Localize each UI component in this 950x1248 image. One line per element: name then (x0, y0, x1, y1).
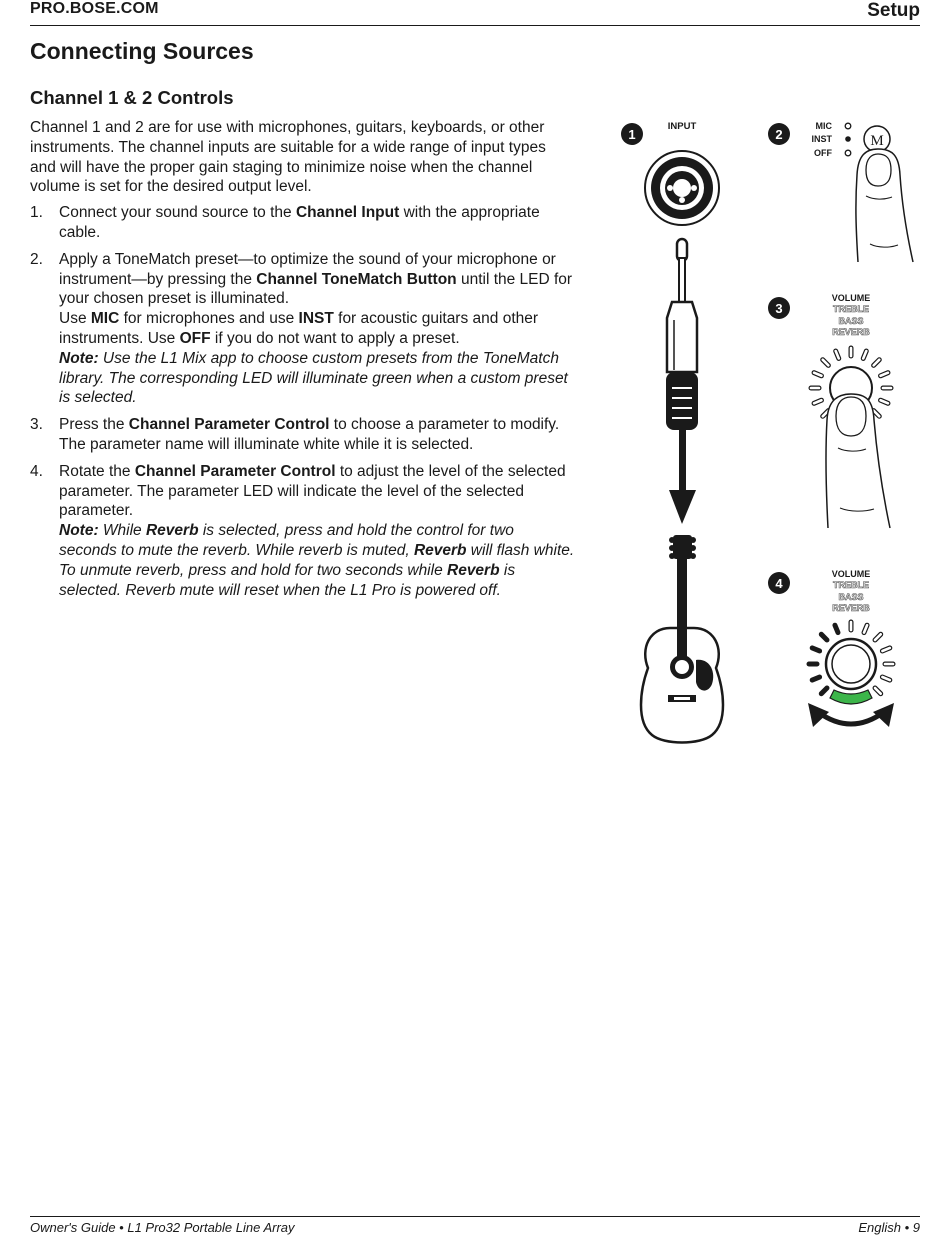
tonematch-button-glyph: M (870, 133, 884, 149)
param-reverb-4: REVERB (832, 603, 870, 613)
section-title: Setup (867, 0, 920, 21)
step-1: 1. Connect your sound source to the Channel Input with the appropriate cable. (30, 204, 540, 241)
note-step-2: Note: Use the L1 Mix app to choose custom presets from the ToneMatch library. The corresponding LED will illuminate green when a custom preset is selected. (59, 349, 568, 407)
input-label: INPUT (667, 121, 697, 132)
svg-text:4: 4 (775, 576, 783, 591)
callout-1 (621, 123, 643, 145)
down-arrow-icon (669, 430, 696, 524)
preset-label-mic: MIC (815, 121, 832, 131)
param-treble-3: TREBLE (833, 304, 869, 314)
finger-press-icon (856, 149, 913, 262)
led-segment (812, 648, 819, 651)
callout-4 (768, 572, 790, 594)
param-bass-3: BASS (838, 316, 864, 326)
param-volume-3: VOLUME (831, 293, 871, 303)
preset-label-inst: INST (811, 134, 832, 144)
param-volume-4: VOLUME (831, 569, 871, 579)
param-bass-4: BASS (838, 592, 864, 602)
led-segment (812, 677, 819, 680)
led-indicator-green (830, 690, 872, 704)
svg-text:1: 1 (628, 127, 636, 142)
led-segment (821, 688, 827, 694)
led-inst (845, 136, 851, 142)
param-treble-4: TREBLE (833, 580, 869, 590)
step-3: 3. Press the Channel Parameter Control to choose a parameter to modify. The parameter name will illuminate white while it is selected. (30, 416, 560, 453)
led-off (845, 150, 851, 156)
footer-guide-title: Owner's Guide • L1 Pro32 Portable Line Array (30, 1220, 295, 1235)
intro-paragraph: Channel 1 and 2 are for use with microphones, guitars, keyboards, or other instruments. The channel inputs are suitable for a wide range of input types and will have the proper gain staging to minimize noise when the channel volume is set for the desired output level. (30, 119, 546, 196)
footer-divider (30, 1216, 920, 1217)
rotate-arrows-icon (808, 703, 894, 727)
parameter-list-3 (832, 293, 871, 337)
footer-page-number: English • 9 (858, 1220, 920, 1235)
led-segment (835, 625, 838, 632)
page-title: Connecting Sources (30, 38, 254, 64)
site-url: PRO.BOSE.COM (30, 0, 159, 17)
svg-text:3: 3 (775, 301, 783, 316)
acoustic-guitar-icon (641, 535, 723, 743)
callout-3 (768, 297, 790, 319)
preset-label-off: OFF (814, 148, 832, 158)
led-segment (821, 634, 827, 640)
section-heading: Channel 1 & 2 Controls (30, 87, 234, 108)
param-reverb-3: REVERB (832, 327, 870, 337)
note-step-4: Note: While Reverb is selected, press and hold the control for two seconds to mute the reverb. While reverb is muted, Reverb will flash white. To unmute reverb, press and hold for two seconds while Reverb is selected. Reverb mute will reset when the L1 Pro is powered off. (59, 522, 575, 599)
quarter-inch-plug-icon (666, 239, 698, 430)
step-4: 4. Rotate the Channel Parameter Control to adjust the level of the selected parameter. The parameter LED will indicate the level of the selected parameter. Note: While Reverb is selected, press and hold the control for two seconds to mute the reverb. While reverb is muted, Reverb will flash white. To unmute reverb, press and hold for two seconds while Reverb is selected. Reverb mute will reset when the L1 Pro is powered off. (30, 462, 575, 599)
parameter-list-4 (832, 569, 871, 613)
led-mic (845, 123, 851, 129)
step-2: 2. Apply a ToneMatch preset—to optimize the sound of your microphone or instrument—by pressing the Channel ToneMatch Button until the LED for your chosen preset is illuminated. Use MIC for microphones and use INST for acoustic guitars and other instruments. Use OFF if you do not want to apply a preset. Note: Use the L1 Mix app to choose custom presets from the ToneMatch library. The corresponding LED will illuminate green when a custom preset is selected. (30, 250, 573, 407)
xlr-combo-jack-icon (645, 151, 719, 225)
svg-text:2: 2 (775, 127, 783, 142)
callout-2 (768, 123, 790, 145)
